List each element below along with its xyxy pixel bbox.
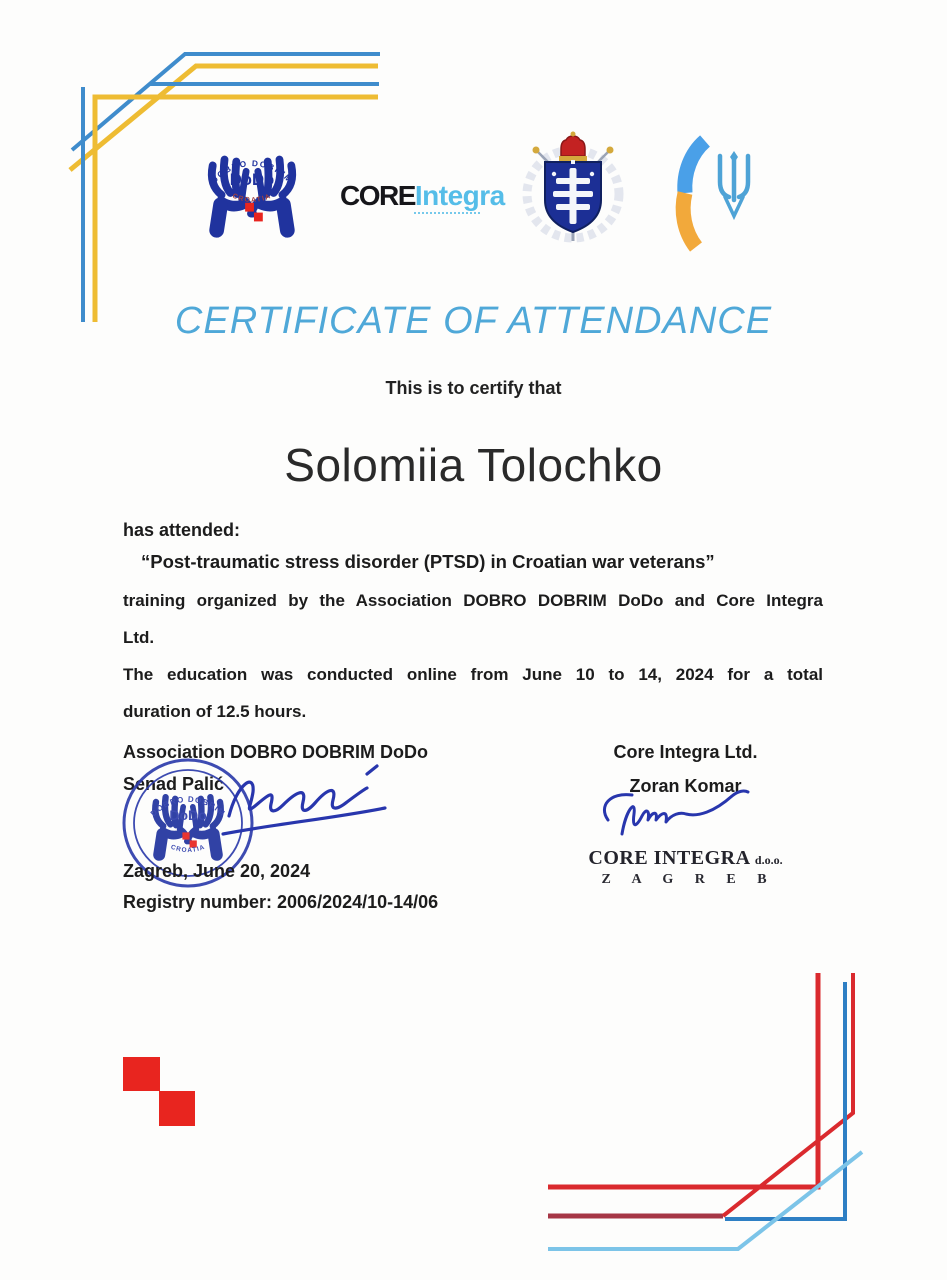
coat-of-arms-emblem: [512, 128, 634, 246]
course-title: “Post-traumatic stress disorder (PTSD) in Croatian war veterans”: [141, 551, 715, 572]
dodo-logo-wordmark: DoDo: [229, 170, 275, 190]
right-signature-handwriting: [592, 786, 772, 841]
right-signatory-organization: Core Integra Ltd.: [613, 742, 758, 762]
left-signatory-name: Senad Palić: [123, 774, 225, 794]
decor-bottom-lightblue: [548, 1152, 862, 1249]
left-place-date: Zagreb, June 20, 2024: [123, 861, 311, 881]
body-line: duration of 12.5 hours.: [123, 702, 307, 721]
certificate-body: [123, 520, 823, 730]
core-integra-logo-core: CORE: [340, 180, 415, 211]
decor-bottom-blue: [725, 982, 845, 1219]
red-square-1: [123, 1057, 160, 1091]
attended-label: has attended:: [123, 520, 241, 540]
core-integra-stamp-city: Z A G R E B: [601, 872, 776, 887]
ukraine-ribbon-icon: [672, 136, 717, 254]
dodo-logo-arc-bottom: CROATIA: [231, 192, 273, 205]
decor-bottom-red-outer: [548, 973, 818, 1187]
stamp-wordmark: DoDo: [169, 807, 207, 823]
ukraine-trident-icon: [712, 150, 756, 222]
core-integra-stamp-name: CORE INTEGRA d.o.o.: [588, 847, 783, 869]
red-square-2: [159, 1091, 195, 1126]
dodo-logo-arc-top: DOBRO DOBRIM: [208, 158, 296, 186]
stamp-arc-top: DOBRO DOBRIM: [148, 794, 228, 819]
body-line: Ltd.: [123, 628, 155, 647]
left-signatory-organization: Association DOBRO DOBRIM DoDo: [123, 742, 429, 762]
recipient-name: Solomiia Tolochko: [284, 439, 663, 491]
coat-crown: [559, 132, 587, 162]
right-signatory-name: Zoran Komar: [629, 776, 742, 796]
decor-bottom-red-inner: [723, 973, 853, 1216]
certificate-title: CERTIFICATE OF ATTENDANCE: [174, 300, 773, 342]
core-integra-tagline-line: [414, 212, 480, 214]
dodo-logo: [193, 136, 311, 244]
stamp-arc-bottom: CROATIA: [169, 843, 207, 855]
body-line: training organized by the Association DOBRO DOBRIM DoDo and Core Integra: [123, 591, 823, 610]
core-integra-logo-integra: Integra: [414, 180, 505, 211]
core-integra-stamp-suffix: d.o.o.: [754, 853, 783, 867]
left-registry-number: Registry number: 2006/2024/10-14/06: [123, 892, 439, 912]
core-integra-logo: [340, 180, 505, 224]
body-line: The education was conducted online from June 10 to 14, 2024 for a total: [123, 665, 823, 684]
certify-line: This is to certify that: [385, 378, 562, 398]
left-signature-handwriting: [215, 758, 400, 843]
